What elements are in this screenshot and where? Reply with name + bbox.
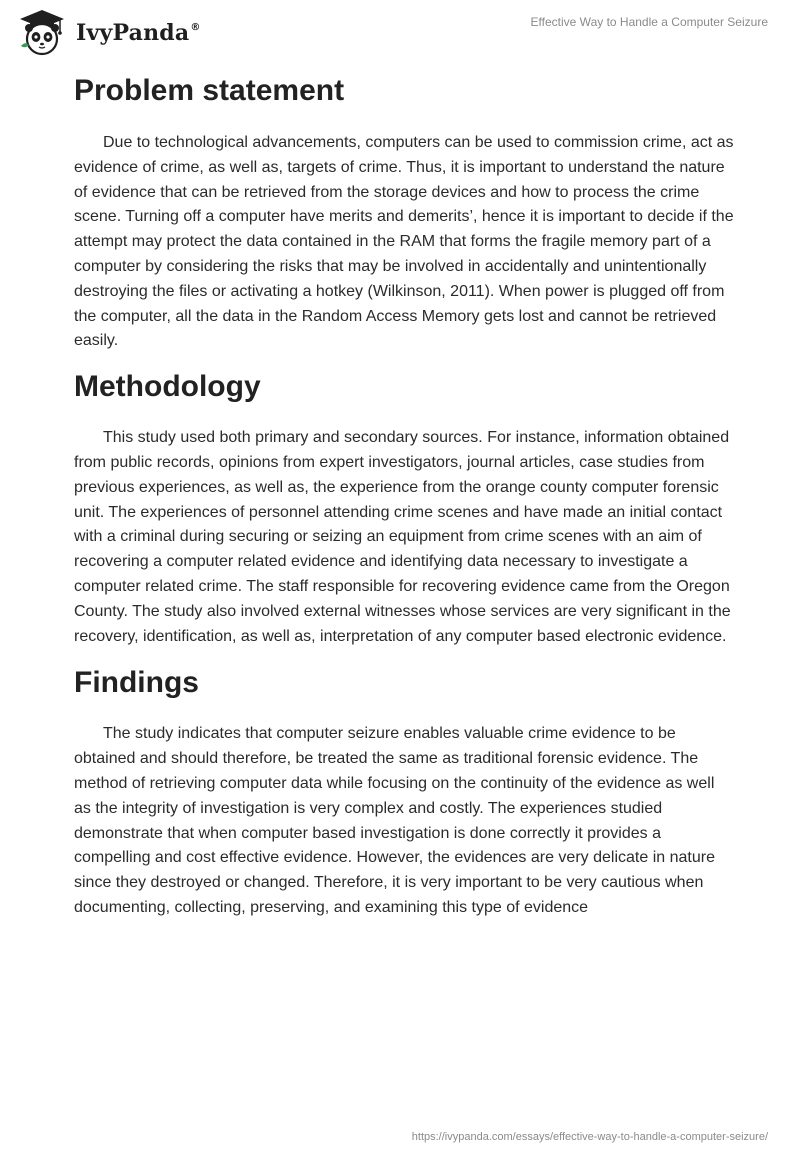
section-heading-findings: Findings: [74, 666, 199, 700]
section-body-findings: The study indicates that computer seizure enables valuable crime evidence to be obtained and should therefore, be treated the same as traditional forensic evidence. The method of retrieving computer data while focusing on the continuity of the evidence as well as the integrity of investigation is very complex and costly. The experiences studied demonstrate that when computer based investigation is done correctly it provides a compelling and cost effective evidence. However, the evidences are very delicate in nature since they destroyed or changed. Therefore, it is very important to be very cautious when documenting, collecting, preserving, and examining this type of evidence: [74, 725, 715, 916]
section-heading-problem-statement: Problem statement: [74, 74, 345, 107]
section-body-problem-statement: Due to technological advancements, computers can be used to commission crime, act as evidence of crime, as well as, targets of crime. Thus, it is important to understand the nature of evidence that can be retrieved from the storage devices and how to process the crime scene. Turning off a computer have merits and demerits’, hence it is important to decide if the attempt may protect the data contained in the RAM that forms the fragile memory part of a computer by considering the risks that may be involved in accidentally and unintentionally destroying the files or activating a hotkey (Wilkinson, 2011). When power is plugged off from the computer, all the data in the Random Access Memory gets lost and cannot be retrieved easily.: [74, 134, 734, 350]
section-body-methodology: This study used both primary and secondary sources. For instance, information obtained from public records, opinions from expert investigators, journal articles, case studies from previous experiences, as well as, the experience from the orange county computer forensic unit. The experiences of personnel attending crime scenes and have made an initial contact with a criminal during securing or seizing an equipment from crime scenes with an aim of recovering a computer related evidence and identifying data necessary to investigate a computer related crime. The staff responsible for recovering evidence came from the Oregon County. The study also involved external witnesses whose services are very significant in the recovery, identification, as well as, interpretation of any computer based electronic evidence.: [74, 429, 731, 645]
essay-content: [74, 72, 734, 921]
panda-graduate-logo-icon: [16, 6, 68, 58]
document-title: Effective Way to Handle a Computer Seizure: [530, 15, 768, 29]
source-url-link[interactable]: https://ivypanda.com/essays/effective-way-to-handle-a-computer-seizure/: [411, 1131, 768, 1143]
registered-mark: ®: [190, 22, 201, 33]
section-heading-methodology: Methodology: [74, 370, 261, 404]
brand-logo[interactable]: [16, 6, 201, 58]
brand-name: IvyPanda®: [76, 20, 201, 46]
